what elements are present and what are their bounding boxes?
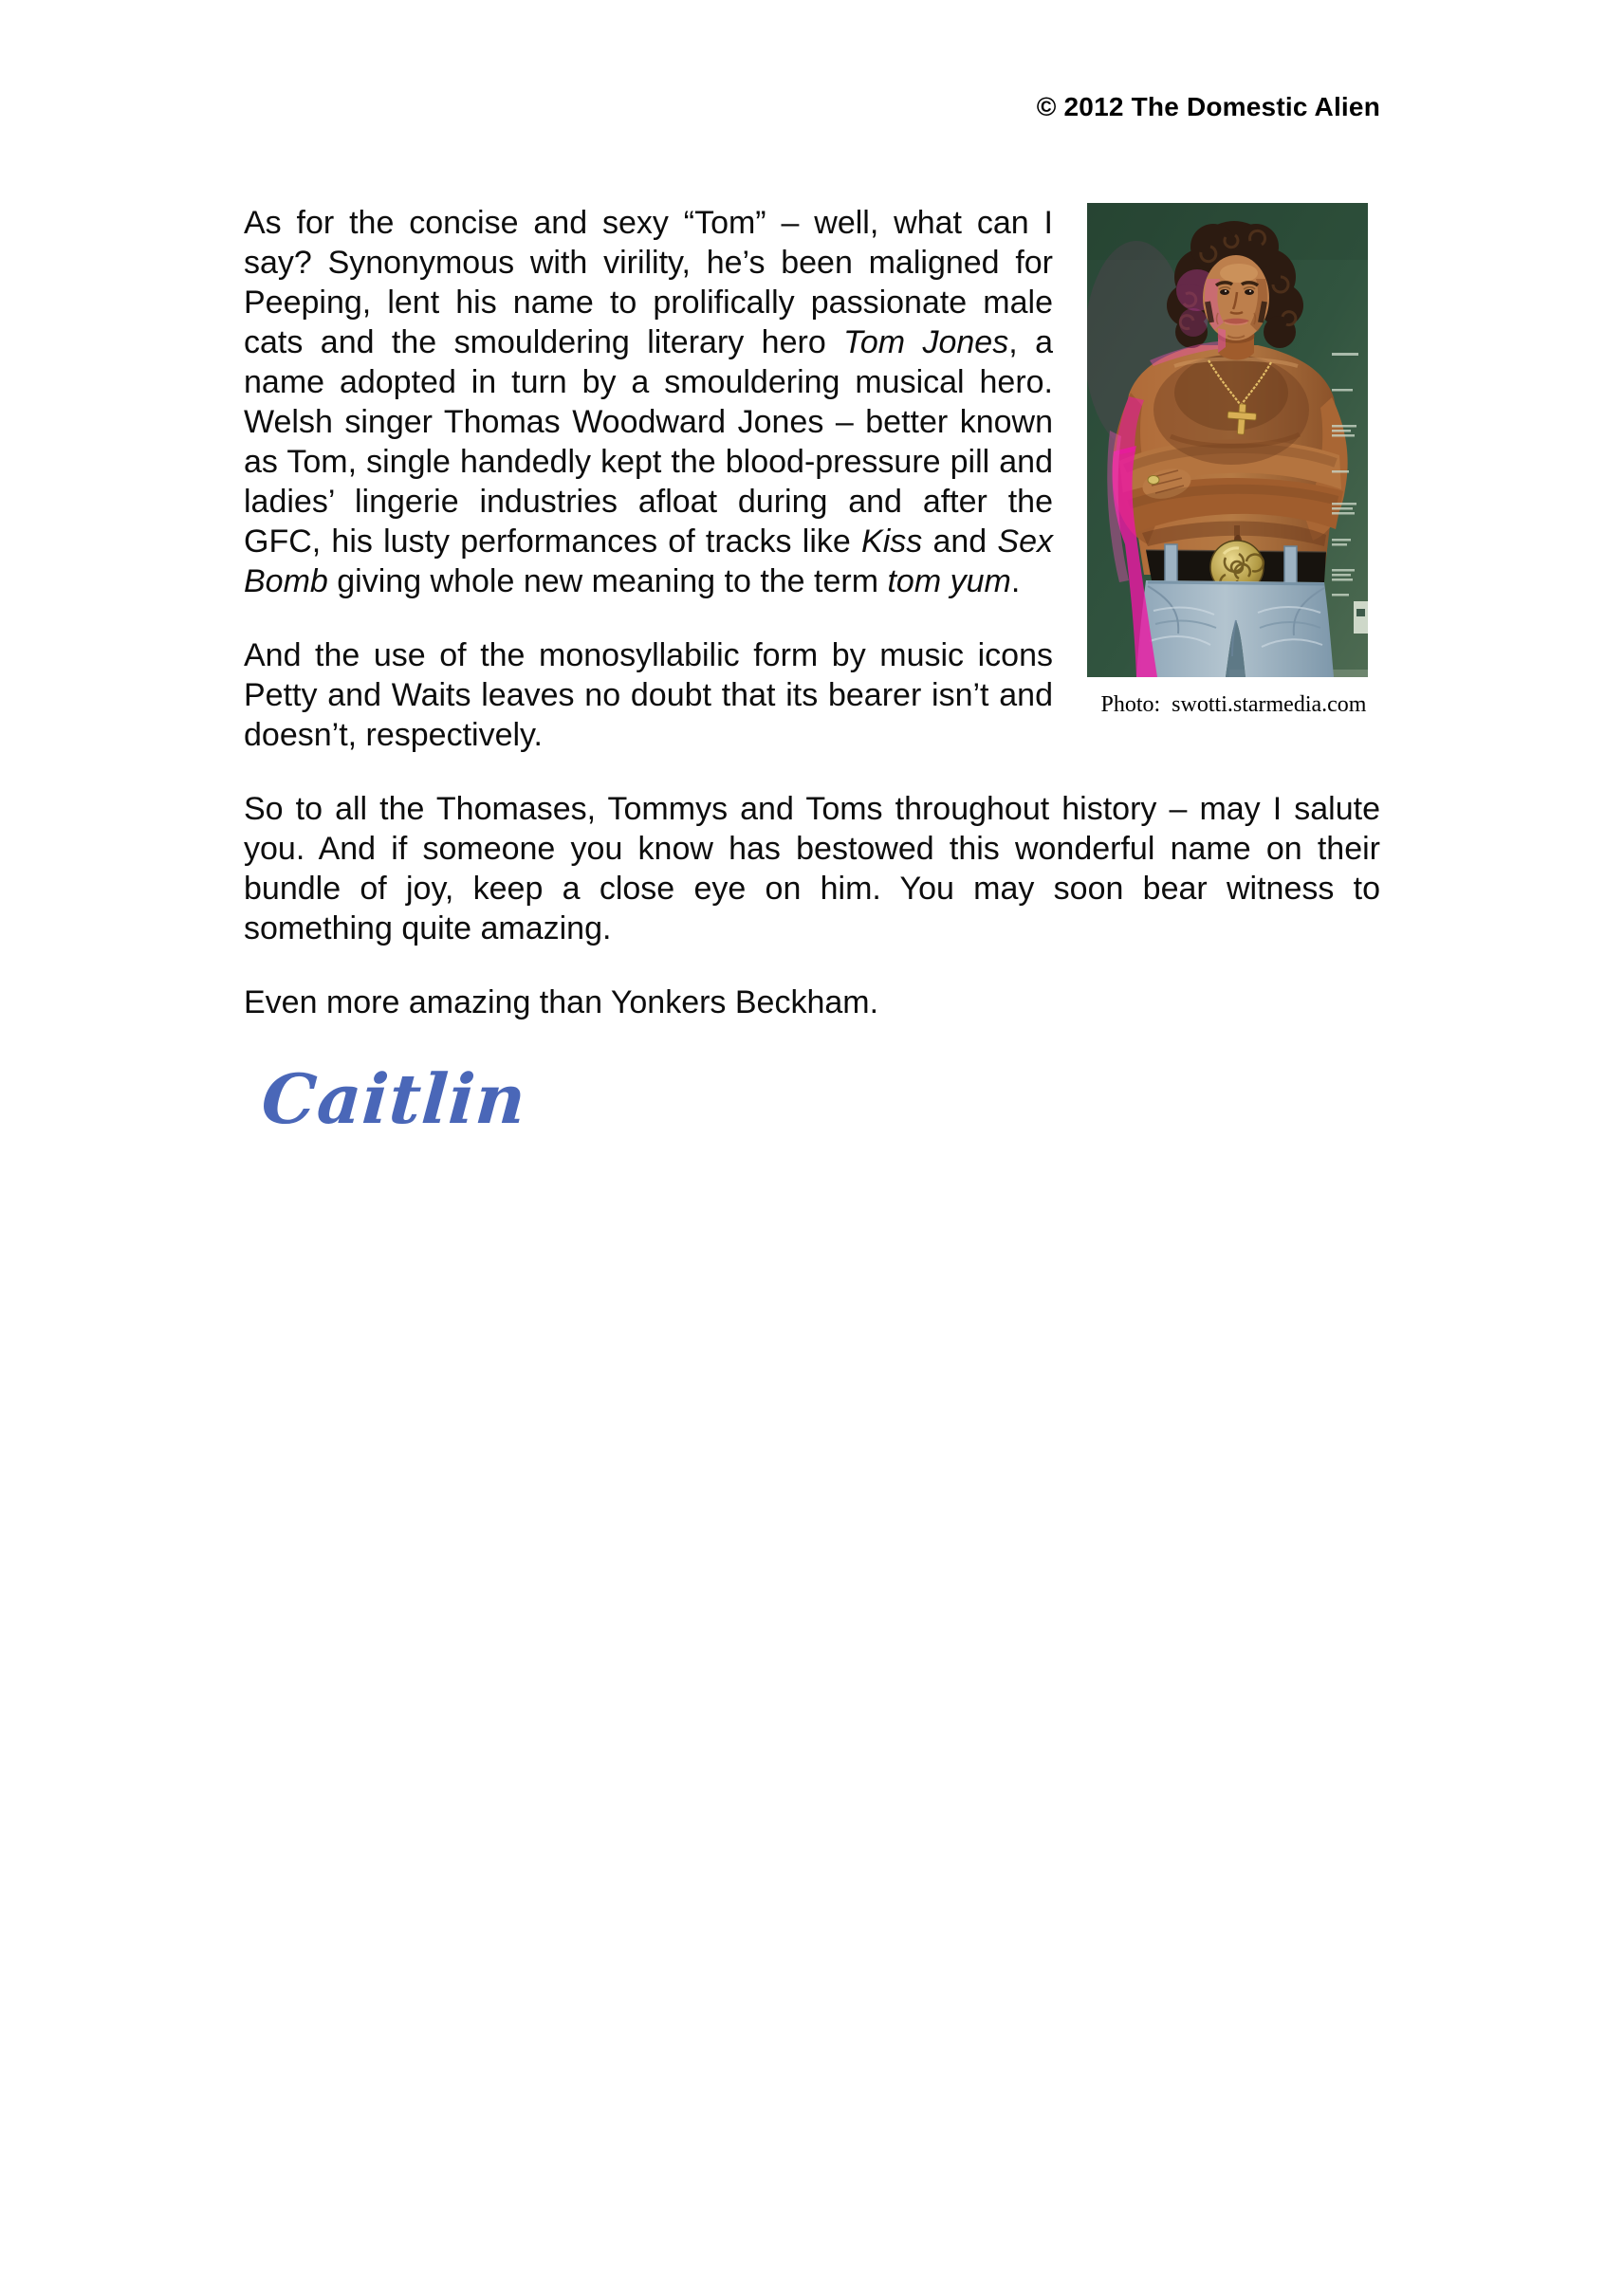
sleeve-logo-box [1354,601,1368,634]
paragraph-monosyllabilic: And the use of the monosyllabilic form by music icons Petty and Waits leaves no doubt that its bearer isn’t and doesn’t, respectively. [244,637,1053,753]
photo-caption: Photo: swotti.starmedia.com [1100,692,1367,717]
tom-jones-photo-illustration [1087,203,1368,677]
photo-block [1087,203,1380,719]
tom-jones-photo [1087,203,1368,677]
copyright-notice: © 2012 The Domestic Alien [1036,92,1380,121]
author-signature: Caitlin [259,1058,529,1139]
article-body [244,203,1380,1142]
paragraph-salute: So to all the Thomases, Tommys and Toms throughout history – may I salute you. And if someone you know has bestowed this wonderful name on their bundle of joy, keep a close eye on him. You may soon bear witness to something quite amazing. [244,791,1380,946]
paragraph-tom-intro: As for the concise and sexy “Tom” – well, what can I say? Synonymous with virility, he’s been maligned for Peeping, lent his name to prolifically passionate male cats and the smouldering literary hero Tom Jones, a name adopted in turn by a smouldering musical hero. Welsh singer Thomas Woodward Jones – better known as Tom, single handedly kept the blood-pressure pill and ladies’ lingerie industries afloat during and after the GFC, his lusty performances of tracks like Kiss and Sex Bomb giving whole new meaning to the term tom yum. [244,205,1053,599]
page-header [244,91,1380,123]
paragraph-yonkers: Even more amazing than Yonkers Beckham. [244,984,879,1020]
jeans [1136,580,1334,677]
gold-ring [1148,476,1159,485]
